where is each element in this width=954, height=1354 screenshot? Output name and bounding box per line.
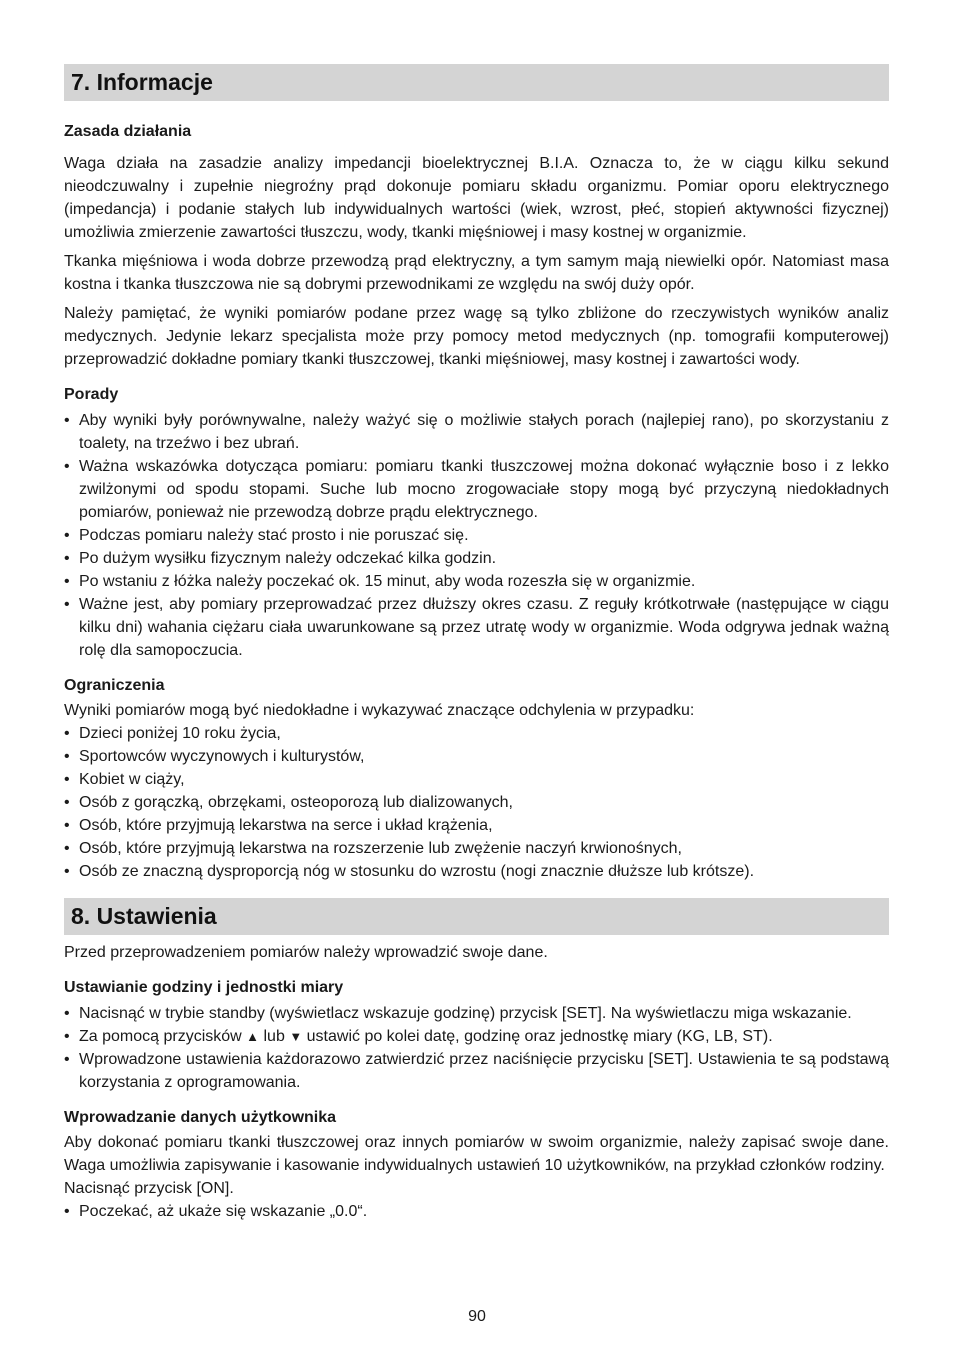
list-item-text: Za pomocą przycisków (79, 1028, 242, 1045)
list-item: • Osób z gorączką, obrzękami, osteoporozą lub dializowanych, (64, 791, 889, 814)
paragraph: Nacisnąć przycisk [ON]. (64, 1180, 234, 1197)
godzina-list (64, 1002, 889, 1094)
page-content (64, 64, 889, 1223)
list-item: • Wprowadzone ustawienia każdorazowo zatwierdzić przez naciśnięcie przycisku [SET]. Ustawienia te są podstawą korzystania z oprogramowania. (64, 1048, 889, 1094)
list-item: • Ważna wskazówka dotycząca pomiaru: pomiaru tkanki tłuszczowej można dokonać wyłącznie boso i z lekko zwilżonymi od spodu stopami. Suche lub mocno zrogowaciałe stopy mogą być przyczyną niedokładnych pomiarów, ponieważ nie przewodzą dobrze prądu elektrycznego. (64, 455, 889, 524)
paragraph: Przed przeprowadzeniem pomiarów należy wprowadzić swoje dane. (64, 944, 548, 961)
section-title: 8. Ustawienia (71, 903, 217, 929)
list-item-text: ustawić po kolei datę, godzinę oraz jednostkę miary (KG, LB, ST). (306, 1028, 773, 1045)
list-item: • Poczekać, aż ukaże się wskazanie „0.0“. (64, 1200, 889, 1223)
list-item: • Osób, które przyjmują lekarstwa na rozszerzenie lub zwężenie naczyń krwionośnych, (64, 837, 889, 860)
page-number: 90 (468, 1308, 486, 1325)
triangle-down-icon: ▼ (289, 1029, 303, 1044)
list-item: • Podczas pomiaru należy stać prosto i nie poruszać się. (64, 524, 889, 547)
section-title: 7. Informacje (71, 69, 213, 95)
list-item (64, 1025, 889, 1048)
section-header-informacje (64, 64, 889, 101)
dane-list (64, 1200, 889, 1223)
subheading-godzina: Ustawianie godziny i jednostki miary (64, 979, 344, 996)
paragraph: Wyniki pomiarów mogą być niedokładne i wykazywać znaczące odchylenia w przypadku: (64, 702, 695, 719)
list-item-text: lub (263, 1028, 285, 1045)
subheading-porady: Porady (64, 386, 119, 403)
ograniczenia-list (64, 722, 889, 883)
list-item: • Osób, które przyjmują lekarstwa na serce i układ krążenia, (64, 814, 889, 837)
list-item: • Osób ze znaczną dysproporcją nóg w stosunku do wzrostu (nogi znacznie dłuższe lub krótsze). (64, 860, 889, 883)
list-item: • Po wstaniu z łóżka należy poczekać ok. 15 minut, aby woda rozeszła się w organizmie. (64, 570, 889, 593)
section-header-ustawienia (64, 898, 889, 935)
list-item: • Po dużym wysiłku fizycznym należy odczekać kilka godzin. (64, 547, 889, 570)
list-item: • Nacisnąć w trybie standby (wyświetlacz wskazuje godzinę) przycisk [SET]. Na wyświetlaczu miga wskazanie. (64, 1002, 889, 1025)
triangle-up-icon: ▲ (246, 1029, 260, 1044)
subheading-dane: Wprowadzanie danych użytkownika (64, 1109, 337, 1126)
paragraph: Tkanka mięśniowa i woda dobrze przewodzą prąd elektryczny, a tym samym mają niewielki opór. Natomiast masa kostna i tkanka tłuszczowa nie są dobrymi przewodnikami ze względu na swój duży opór. (64, 253, 889, 293)
porady-list (64, 409, 889, 662)
subheading-ograniczenia: Ograniczenia (64, 677, 165, 694)
list-item: • Kobiet w ciąży, (64, 768, 889, 791)
paragraph: Waga działa na zasadzie analizy impedancji bioelektrycznej B.I.A. Oznacza to, że w ciągu kilku sekund nieodczuwalny i zupełnie niegroźny prąd dokonuje pomiaru składu organizmu. Pomiar oporu elektrycznego (impedancja) i podanie stałych lub indywidualnych wartości (wiek, wzrost, płeć, stopień aktywności fizycznej) umożliwia zmierzenie zawartości tłuszczu, wody, tkanki mięśniowej i masy kostnej w organizmie. (64, 155, 889, 241)
list-item: • Dzieci poniżej 10 roku życia, (64, 722, 889, 745)
paragraph: Aby dokonać pomiaru tkanki tłuszczowej oraz innych pomiarów w swoim organizmie, należy zapisać swoje dane. Waga umożliwia zapisywanie i kasowanie indywidualnych ustawień 10 użytkowników, na przykład członków rodziny. (64, 1134, 889, 1174)
subheading-zasada: Zasada działania (64, 123, 192, 140)
list-item: • Sportowców wyczynowych i kulturystów, (64, 745, 889, 768)
list-item: • Aby wyniki były porównywalne, należy ważyć się o możliwie stałych porach (najlepiej rano), po skorzystaniu z toalety, na trzeźwo i bez ubrań. (64, 409, 889, 455)
list-item: • Ważne jest, aby pomiary przeprowadzać przez dłuższy okres czasu. Z reguły krótkotrwałe (następujące w ciągu kilku dni) wahania ciężaru ciała uwarunkowane są przez utratę wody w organizmie. Woda odgrywa jednak ważną rolę dla samopoczucia. (64, 593, 889, 662)
paragraph: Należy pamiętać, że wyniki pomiarów podane przez wagę są tylko zbliżone do rzeczywistych wyników analiz medycznych. Jedynie lekarz specjalista może przy pomocy metod medycznych (np. tomografii komputerowej) przeprowadzić dokładne pomiary tkanki tłuszczowej, tkanki mięśniowej, masy kostnej i zawartości wody. (64, 305, 889, 368)
